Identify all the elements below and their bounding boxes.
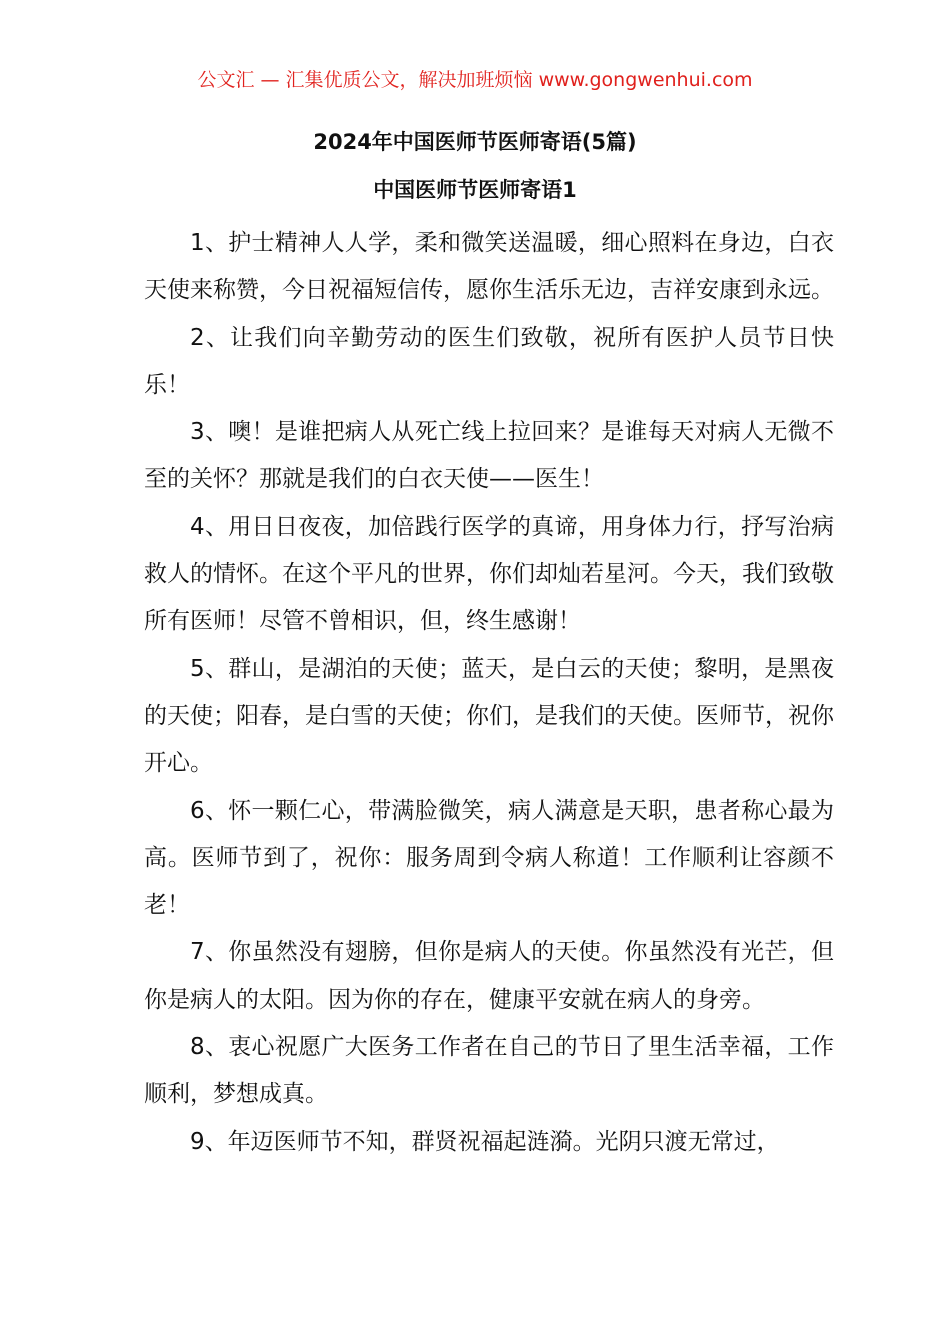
paragraph-9: 9、年迈医师节不知，群贤祝福起涟漪。光阴只渡无常过， bbox=[190, 1128, 780, 1155]
paragraph-4: 4、用日日夜夜，加倍践行医学的真谛，用身体力行，抒写治病救人的情怀。在这个平凡的世界，你们却灿若星河。今天，我们致敬所有医师！尽管不曾相识，但，终生感谢！ bbox=[144, 513, 834, 635]
paragraph-1: 1、护士精神人人学，柔和微笑送温暖，细心照料在身边，白衣天使来称赞，今日祝福短信传，愿你生活乐无边，吉祥安康到永远。 bbox=[144, 230, 834, 304]
header-banner[interactable]: 公文汇 — 汇集优质公文，解决加班烦恼 www.gongwenhui.com bbox=[197, 69, 753, 91]
section-subtitle: 中国医师节医师寄语1 bbox=[373, 178, 577, 202]
paragraph-5: 5、群山，是湖泊的天使；蓝天，是白云的天使；黎明，是黑夜的天使；阳春，是白雪的天使；你们，是我们的天使。医师节，祝你开心。 bbox=[144, 655, 834, 777]
paragraph-7: 7、你虽然没有翅膀，但你是病人的天使。你虽然没有光芒，但你是病人的太阳。因为你的存在，健康平安就在病人的身旁。 bbox=[144, 939, 834, 1013]
document-title: 2024年中国医师节医师寄语(5篇) bbox=[313, 130, 637, 154]
paragraph-8: 8、衷心祝愿广大医务工作者在自己的节日了里生活幸福，工作顺利，梦想成真。 bbox=[144, 1034, 834, 1108]
document-body bbox=[144, 220, 834, 1166]
paragraph-2: 2、让我们向辛勤劳动的医生们致敬，祝所有医护人员节日快乐！ bbox=[144, 324, 834, 398]
paragraph-6: 6、怀一颗仁心，带满脸微笑，病人满意是天职，患者称心最为高。医师节到了，祝你：服务周到令病人称道！工作顺利让容颜不老！ bbox=[144, 797, 834, 919]
paragraph-3: 3、噢！是谁把病人从死亡线上拉回来？是谁每天对病人无微不至的关怀？那就是我们的白衣天使——医生！ bbox=[144, 419, 834, 493]
